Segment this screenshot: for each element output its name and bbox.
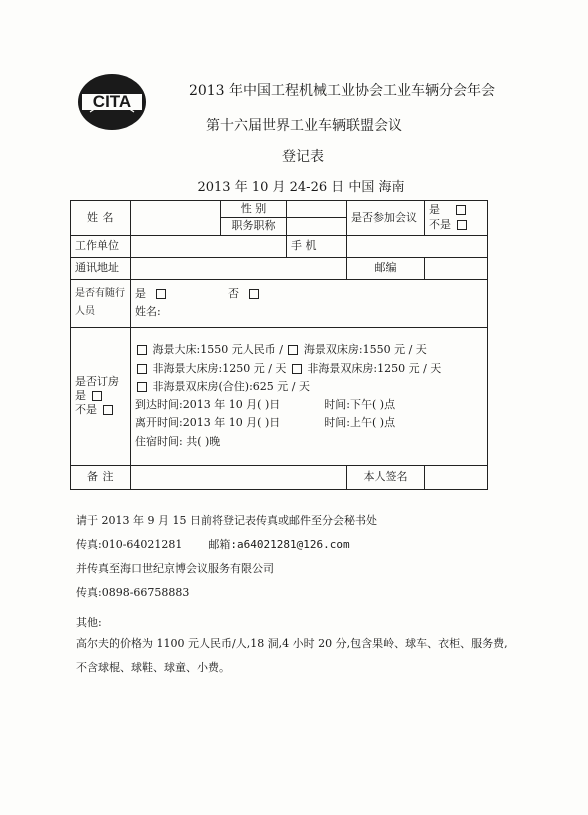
position-field[interactable] (287, 218, 347, 235)
companion-no-checkbox[interactable] (249, 289, 259, 299)
arrive-date: 到达时间:2013 年 10 月( )日 (135, 398, 281, 412)
room-opt3: 非海景大床房:1250 元 / 天 (152, 361, 287, 375)
other-label: 其他: (76, 616, 102, 629)
companion-yes-checkbox[interactable] (156, 289, 166, 299)
name-field[interactable] (131, 201, 221, 236)
room-opt4-checkbox[interactable] (292, 364, 302, 374)
conference-subtitle: 第十六届世界工业车辆联盟会议 (206, 118, 402, 134)
signature-label: 本人签名 (347, 465, 425, 489)
company-field[interactable] (131, 235, 287, 257)
room-opt2: 海景双床房:1550 元 / 天 (303, 343, 427, 357)
companion-label: 是否有随行人员 (71, 279, 131, 327)
room-options (131, 327, 488, 465)
postcode-field[interactable] (425, 257, 488, 279)
room-opt1: 海景大床:1550 元人民币 / (152, 343, 283, 357)
gender-label: 性 别 (221, 201, 287, 218)
room-opt4: 非海景双床房:1250 元 / 天 (307, 361, 442, 375)
attend-no-checkbox[interactable] (457, 220, 467, 230)
attend-label: 是否参加会议 (347, 201, 425, 236)
conference-date-location: 2013 年 10 月 24-26 日 中国 海南 (197, 180, 405, 195)
room-opt1-checkbox[interactable] (137, 345, 147, 355)
companion-no-label: 否 (228, 286, 239, 300)
leave-date: 离开时间:2013 年 10 月( )日 (135, 416, 281, 430)
room-no-label: 不是 (75, 403, 97, 417)
logo-text: CITA (92, 92, 132, 111)
room-opt5: 非海景双床房(合住):625 元 / 天 (152, 379, 310, 393)
companion-name-label: 姓名: (135, 305, 161, 319)
nights: 住宿时间: 共( )晚 (135, 434, 221, 448)
room-no-checkbox[interactable] (103, 405, 113, 415)
mobile-field[interactable] (347, 235, 488, 257)
leave-time: 时间:上午( )点 (324, 416, 396, 430)
contact-line (76, 536, 536, 552)
room-opt5-checkbox[interactable] (137, 382, 147, 392)
room-label-cell (71, 327, 131, 465)
companion-yes-label: 是 (135, 286, 146, 300)
company-label: 工作单位 (71, 235, 131, 257)
registration-form (70, 200, 488, 490)
golf-note: 高尔夫的价格为 1100 元人民币/人,18 洞,4 小时 20 分,包含果岭、球车、衣柜、服务费,不含球棍、球鞋、球童、小费。 (76, 637, 508, 675)
address-label: 通讯地址 (71, 257, 131, 279)
form-title: 登记表 (282, 149, 324, 165)
name-label: 姓 名 (71, 201, 131, 236)
attend-yes-label: 是 (429, 203, 440, 216)
signature-field[interactable] (425, 465, 488, 489)
conference-title: 2013 年中国工程机械工业协会工业车辆分会年会 (188, 83, 496, 99)
fax-2: 传真:0898-66758883 (76, 586, 190, 599)
deadline-note: 请于 2013 年 9 月 15 日前将登记表传真或邮件至分会秘书处 (76, 514, 377, 527)
attend-options (425, 201, 488, 236)
also-fax-note: 并传真至海口世纪京博会议服务有限公司 (76, 562, 274, 575)
gender-field[interactable] (287, 201, 347, 218)
room-opt2-checkbox[interactable] (288, 345, 298, 355)
room-opt3-checkbox[interactable] (137, 364, 147, 374)
postcode-label: 邮编 (347, 257, 425, 279)
room-label: 是否订房 (75, 374, 119, 388)
fax-1: 传真:010-64021281 (76, 538, 183, 551)
attend-no-label: 不是 (429, 218, 451, 232)
remarks-field[interactable] (131, 465, 347, 489)
address-field[interactable] (131, 257, 347, 279)
mobile-label: 手 机 (287, 235, 347, 257)
email: 邮箱:a64021281@126.com (208, 538, 350, 551)
position-label: 职务职称 (221, 218, 287, 235)
arrive-time: 时间:下午( )点 (324, 398, 396, 412)
room-yes-checkbox[interactable] (92, 391, 102, 401)
room-yes-label: 是 (75, 388, 86, 402)
attend-yes-checkbox[interactable] (456, 205, 466, 215)
companion-options (131, 279, 488, 327)
remarks-label: 备 注 (71, 465, 131, 489)
